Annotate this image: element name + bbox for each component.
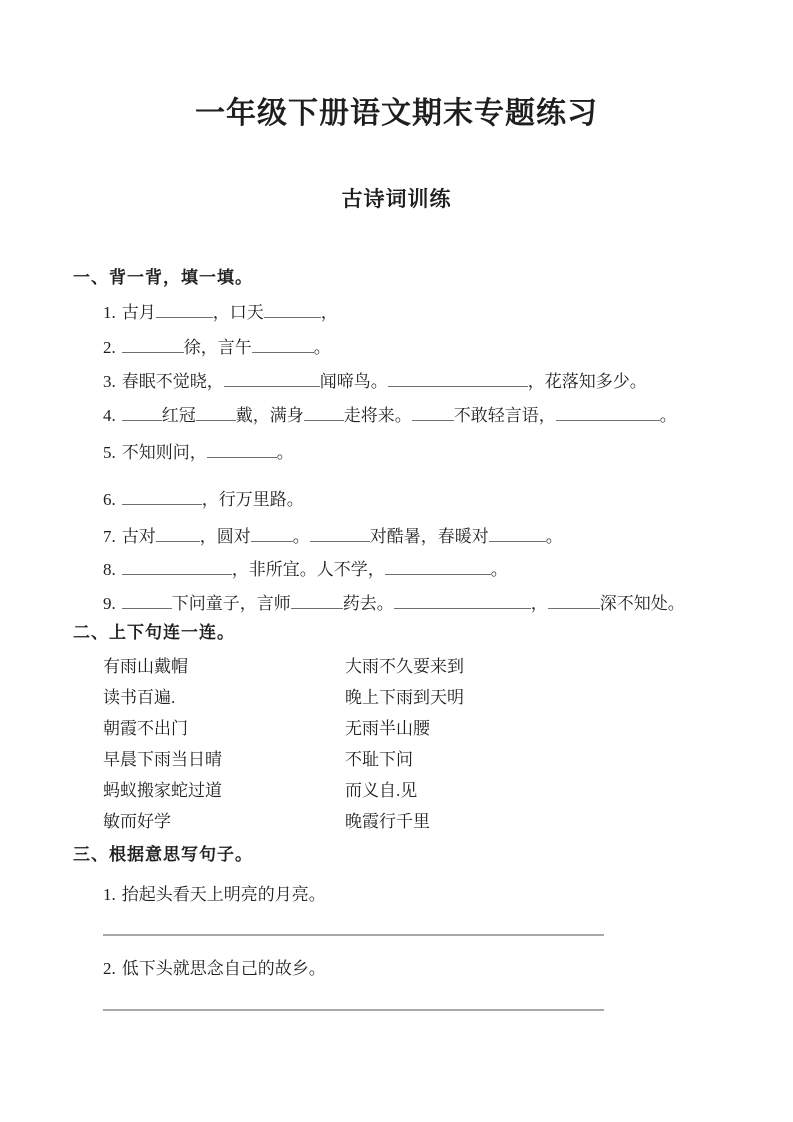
question-number: 9. (103, 594, 116, 613)
question-line (103, 300, 793, 324)
question-text: 徐，言午 (183, 338, 252, 357)
blank-line (412, 403, 454, 421)
question-text: 古对 (121, 527, 156, 546)
blank-line (385, 557, 491, 575)
question-text: 。 (545, 527, 563, 546)
blank-line (394, 591, 531, 609)
worksheet-body (0, 268, 793, 1011)
blank-line (252, 335, 314, 353)
question-text: 不敢轻言语， (453, 406, 556, 425)
match-right-item: 不耻下问 (345, 750, 413, 769)
question-number: 1. (103, 885, 116, 904)
question-number: 2. (103, 959, 116, 978)
answer-line (103, 934, 604, 936)
question-text: 。 (313, 338, 331, 357)
answer-line (103, 1009, 604, 1011)
question-line (103, 403, 793, 427)
blank-line (122, 487, 202, 505)
question-text: 。 (276, 443, 294, 462)
question-text: 对酷暑，春暖对 (369, 527, 489, 546)
question-text: 下问童子，言师 (171, 594, 291, 613)
question-text: 闻啼鸟。 (319, 372, 388, 391)
question-line (103, 335, 793, 359)
question-number: 6. (103, 490, 116, 509)
question-text: 春眠不觉晓， (121, 372, 224, 391)
question-text: 不知则问， (121, 443, 207, 462)
question-text: 红冠 (161, 406, 196, 425)
match-left-item: 朝霞不出门 (103, 719, 188, 738)
question-text: 走将来。 (343, 406, 412, 425)
question-number: 4. (103, 406, 116, 425)
question-text: ，圆对 (199, 527, 251, 546)
match-left-item: 读书百遍. (103, 688, 176, 707)
blank-line (122, 335, 184, 353)
question-text: 古月 (121, 303, 156, 322)
question-text: 低下头就思念自己的故乡。 (121, 959, 326, 978)
page-subtitle: 古诗词训练 (341, 188, 452, 211)
blank-line (196, 403, 236, 421)
blank-line (122, 403, 162, 421)
blank-line (304, 403, 344, 421)
blank-line (388, 369, 528, 387)
question-text: 戴，满身 (235, 406, 304, 425)
match-list (103, 656, 793, 833)
question-line (103, 524, 793, 548)
blank-line (207, 440, 277, 458)
question-line (103, 958, 793, 980)
question-text: 药去。 (342, 594, 394, 613)
blank-line (224, 369, 320, 387)
question-text: ，行万里路。 (201, 490, 304, 509)
match-right-item: 而义自.见 (345, 781, 418, 800)
section-heading: 三、根据意思写句子。 (73, 845, 253, 864)
question-text: 抬起头看天上明亮的月亮。 (121, 885, 326, 904)
match-right-item: 无雨半山腰 (345, 719, 430, 738)
question-text: ，口天 (212, 303, 264, 322)
question-text: ， (320, 303, 338, 322)
question-text: 。 (490, 560, 508, 579)
blank-line (264, 300, 321, 318)
blank-line (122, 591, 172, 609)
question-line (103, 591, 793, 615)
question-number: 2. (103, 338, 116, 357)
page-title: 一年级下册语文期末专题练习 (195, 97, 598, 130)
question-line (103, 884, 793, 906)
blank-line (489, 524, 546, 542)
match-right-item: 晚上下雨到天明 (345, 688, 464, 707)
question-text: ，非所宜。人不学， (231, 560, 385, 579)
question-number: 7. (103, 527, 116, 546)
section-heading: 二、上下句连一连。 (73, 623, 235, 642)
question-text: ， (530, 594, 548, 613)
match-left-item: 早晨下雨当日晴 (103, 750, 222, 769)
blank-line (156, 524, 200, 542)
blank-line (251, 524, 293, 542)
question-text: 。 (659, 406, 677, 425)
match-right-item: 大雨不久要来到 (345, 657, 464, 676)
question-number: 5. (103, 443, 116, 462)
section-heading: 一、背一背，填一填。 (73, 268, 253, 287)
question-line (103, 487, 793, 511)
match-left-item: 敏而好学 (103, 812, 171, 831)
blank-line (310, 524, 370, 542)
question-number: 1. (103, 303, 116, 322)
question-line (103, 440, 793, 464)
blank-line (156, 300, 213, 318)
match-left-item: 有雨山戴帽 (103, 657, 188, 676)
blank-line (291, 591, 343, 609)
blank-line (548, 591, 600, 609)
question-text: 。 (292, 527, 310, 546)
question-text: 深不知处。 (599, 594, 685, 613)
match-right-item: 晚霞行千里 (345, 812, 430, 831)
question-number: 3. (103, 372, 116, 391)
match-left-item: 蚂蚁搬家蛇过道 (103, 781, 222, 800)
question-number: 8. (103, 560, 116, 579)
blank-line (122, 557, 232, 575)
question-text: ，花落知多少。 (527, 372, 647, 391)
question-line (103, 557, 793, 581)
blank-line (556, 403, 660, 421)
question-line (103, 369, 793, 393)
